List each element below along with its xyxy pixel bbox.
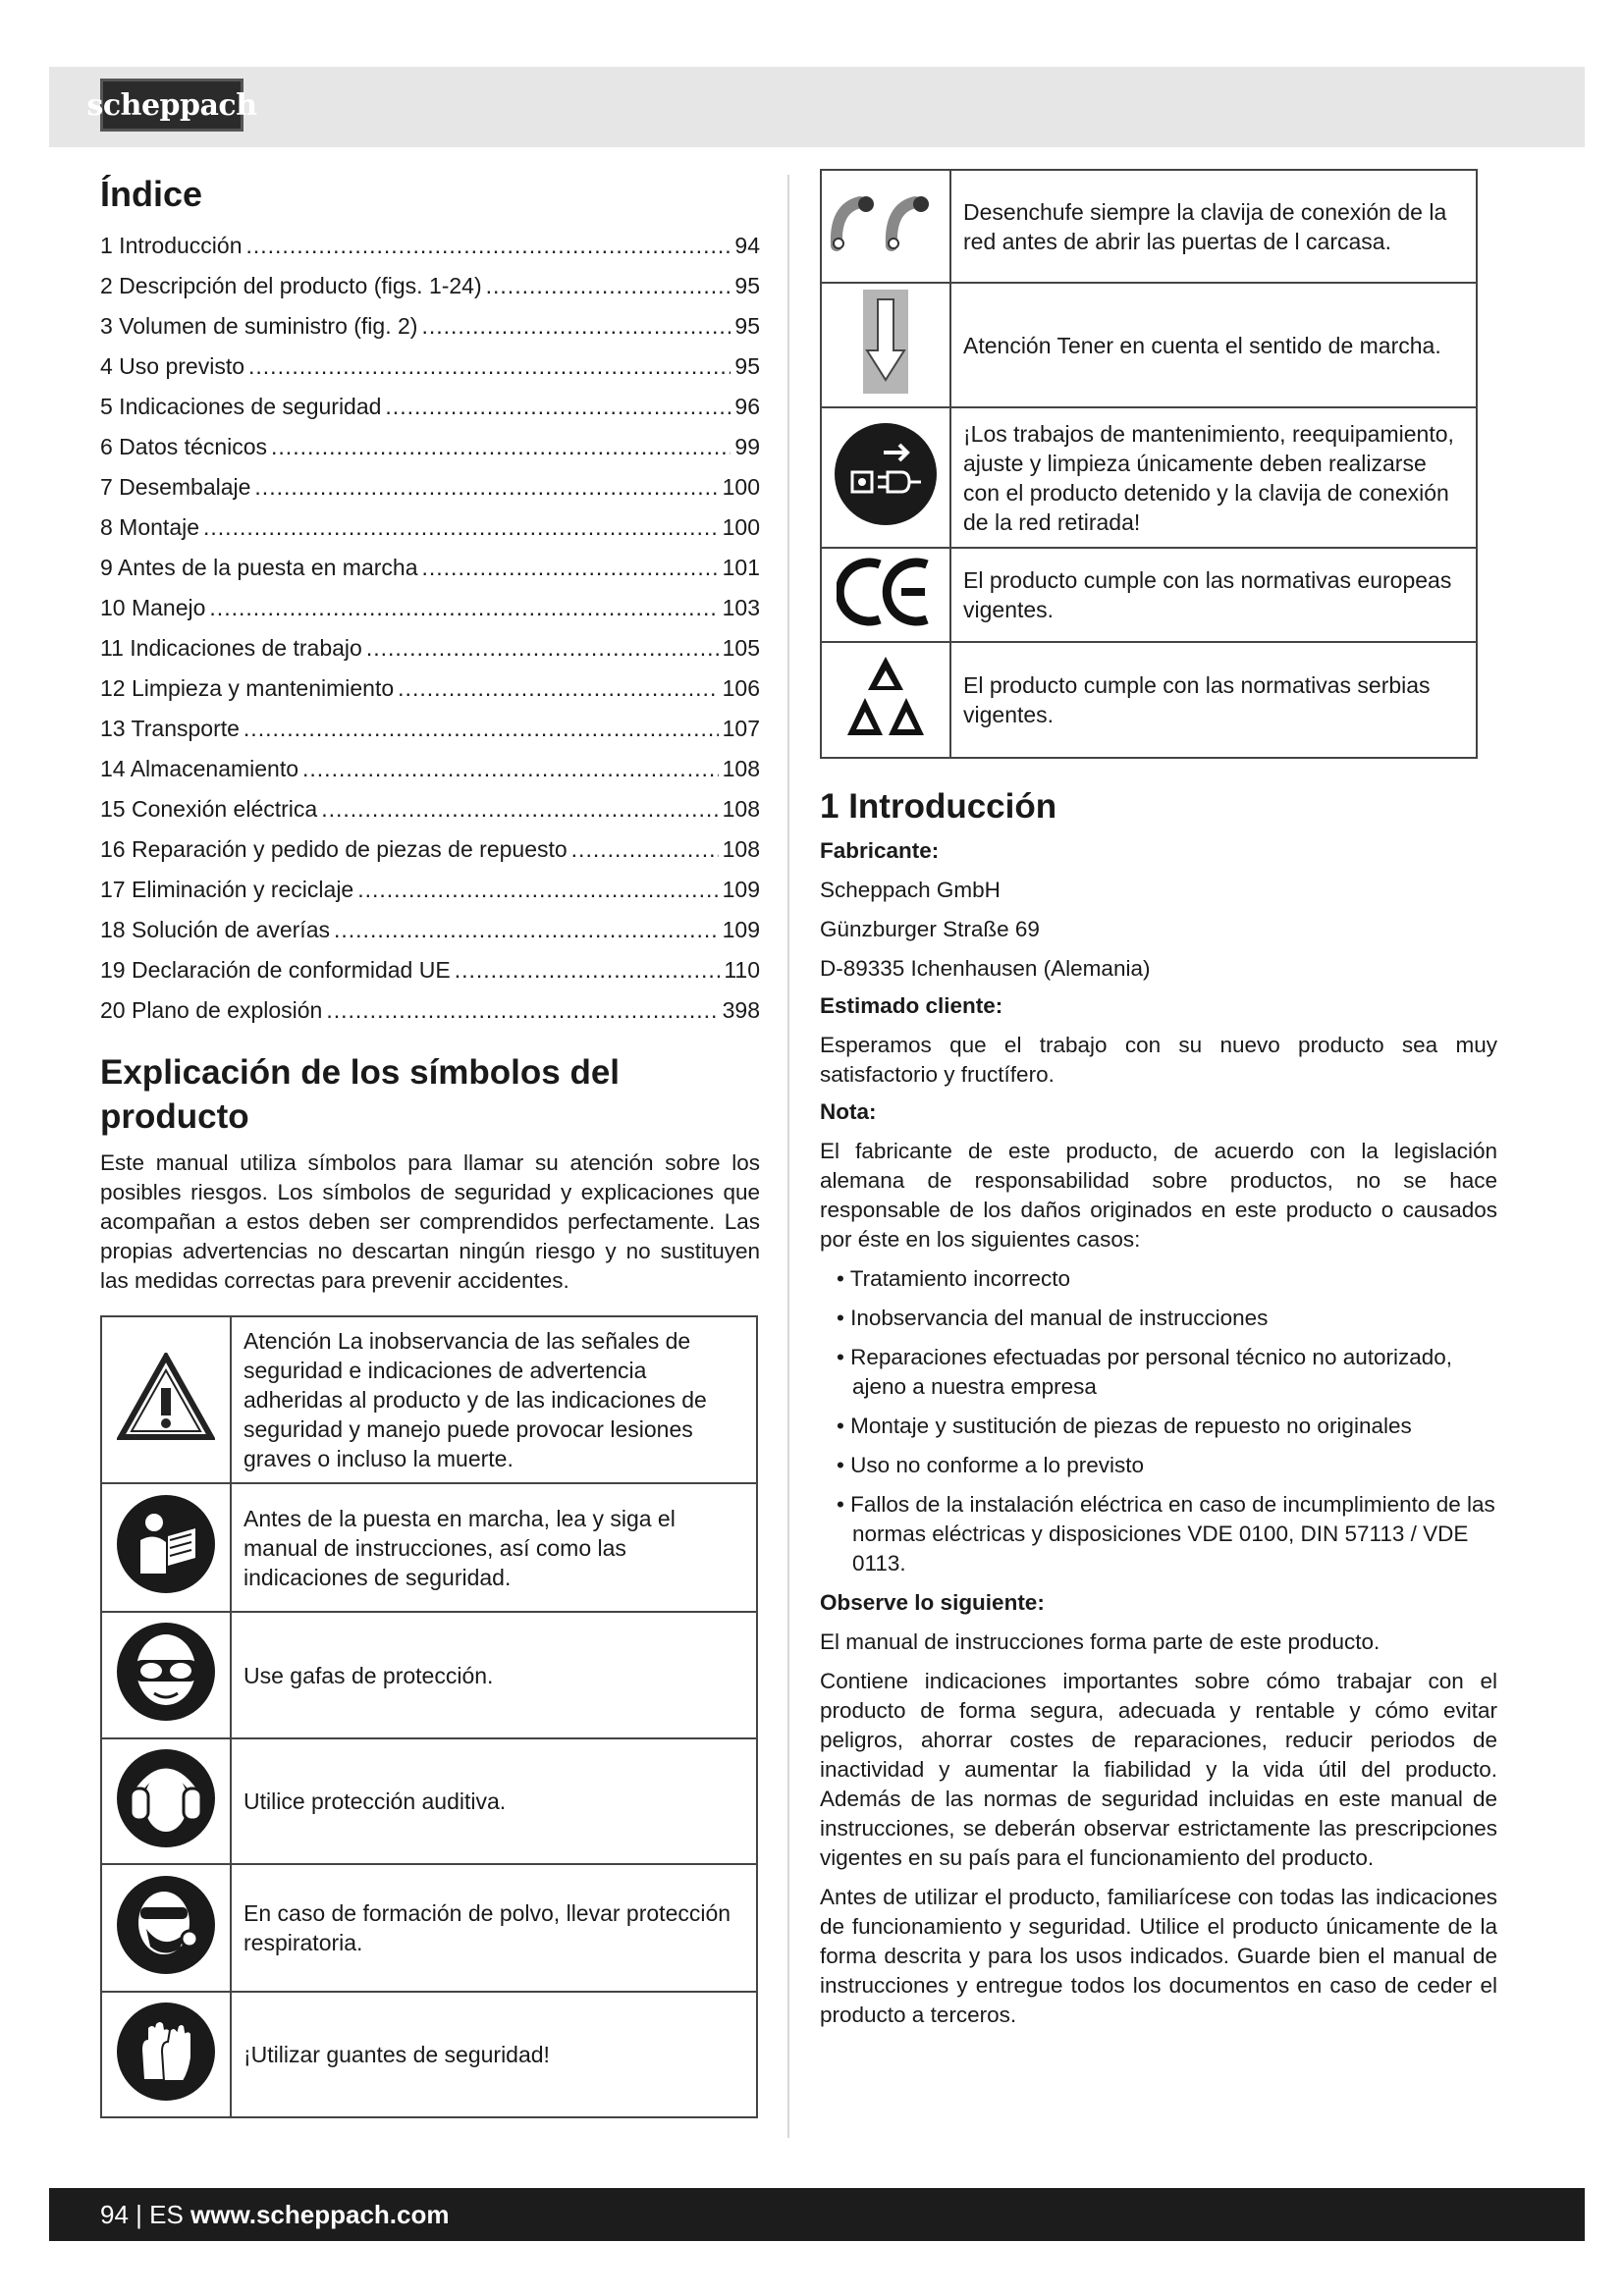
toc-entry[interactable] (100, 306, 760, 347)
toc-entry-title: 17 Eliminación y reciclaje (100, 877, 354, 902)
footer-bar (49, 2188, 1585, 2241)
toc-entry-page: 109 (722, 877, 760, 902)
toc-leader-dots (321, 789, 718, 829)
symbol-text: Atención La inobservancia de las señales de seguridad e indicaciones de advertencia adheridas al producto y de las indicaciones de seguridad y manejo puede provocar lesiones graves o incluso la muerte. (231, 1316, 757, 1483)
toc-entry-page: 95 (734, 273, 760, 298)
toc-entry-page: 100 (722, 474, 760, 500)
toc-entry-page: 108 (722, 756, 760, 781)
observe-paragraph-2: Antes de utilizar el producto, familiarícese con todas las indicaciones de funcionamiento y seguridad. Utilice el producto únicamente de la forma descrita y para los usos indicados. Guarde bien el manual de instrucciones y entregue todos los documentos en caso de ceder el producto a terceros. (820, 1885, 1497, 2027)
symbol-row (821, 407, 1477, 548)
toc-leader-dots (244, 709, 719, 749)
toc-leader-dots (326, 990, 718, 1031)
list-item: • Inobservancia del manual de instrucciones (820, 1304, 1497, 1333)
toc-leader-dots (366, 628, 719, 668)
toc-entry-title: 9 Antes de la puesta en marcha (100, 555, 418, 580)
toc-leader-dots (455, 950, 721, 990)
symbol-icon-cell (101, 1738, 231, 1864)
symbol-icon-cell (101, 1316, 231, 1483)
toc-entry[interactable] (100, 588, 760, 628)
toc-entry-page: 109 (722, 917, 760, 942)
symbol-text: ¡Los trabajos de mantenimiento, reequipamiento, ajuste y limpieza únicamente deben realizarse con el producto detenido y la clavija de conexión de la red retirada! (950, 407, 1477, 548)
toc-leader-dots (385, 387, 731, 427)
toc-entry-page: 95 (734, 353, 760, 379)
toc-entry-title: 2 Descripción del producto (figs. 1-24) (100, 273, 482, 298)
toc-entry[interactable] (100, 387, 760, 427)
symbol-text: Antes de la puesta en marcha, lea y siga el manual de instrucciones, así como las indicaciones de seguridad. (231, 1483, 757, 1612)
toc-entry[interactable] (100, 226, 760, 266)
toc-entry-title: 15 Conexión eléctrica (100, 796, 318, 822)
toc-entry[interactable] (100, 749, 760, 789)
toc-entry-page: 95 (734, 313, 760, 339)
symbol-icon-cell (821, 407, 950, 548)
symbol-text: Desenchufe siempre la clavija de conexión de la red antes de abrir las puertas de l carcasa. (950, 170, 1477, 283)
company-name: Scheppach GmbH (820, 878, 1001, 902)
toc-leader-dots (398, 668, 718, 709)
ear-protection-icon (115, 1747, 217, 1849)
symbol-text: ¡Utilizar guantes de seguridad! (231, 1992, 757, 2117)
warning-triangle-icon (117, 1353, 215, 1441)
toc-entry[interactable] (100, 548, 760, 588)
note-label: Nota: (820, 1099, 877, 1124)
read-manual-icon (115, 1493, 217, 1595)
list-item: • Montaje y sustitución de piezas de repuesto no originales (820, 1412, 1497, 1441)
footer-url[interactable]: www.scheppach.com (190, 2200, 450, 2229)
toc-entry-page: 100 (722, 514, 760, 540)
toc-entry[interactable] (100, 507, 760, 548)
toc-leader-dots (245, 226, 731, 266)
toc-entry[interactable] (100, 347, 760, 387)
toc-leader-dots (421, 306, 731, 347)
toc-entry[interactable] (100, 990, 760, 1031)
observe-line: El manual de instrucciones forma parte de este producto. (820, 1629, 1380, 1654)
list-item: • Reparaciones efectuadas por personal técnico no autorizado, ajeno a nuestra empresa (820, 1343, 1497, 1402)
toc-entry[interactable] (100, 427, 760, 467)
toc-entry-title: 1 Introducción (100, 233, 243, 258)
toc-entry-page: 94 (734, 233, 760, 258)
list-item: • Tratamiento incorrecto (820, 1264, 1497, 1294)
toc-leader-dots (254, 467, 718, 507)
toc-entry-title: 16 Reparación y pedido de piezas de repuesto (100, 836, 568, 862)
table-of-contents (100, 226, 760, 1031)
toc-entry-title: 8 Montaje (100, 514, 200, 540)
symbol-icon-cell (101, 1864, 231, 1992)
symbol-row (101, 1992, 757, 2117)
symbol-row (821, 283, 1477, 407)
toc-entry-title: 19 Declaración de conformidad UE (100, 957, 451, 983)
list-item: • Fallos de la instalación eléctrica en caso de incumplimiento de las normas eléctricas y disposiciones VDE 0100, DIN 57113 / VDE 0113. (820, 1490, 1497, 1578)
toc-entry-page: 96 (734, 394, 760, 419)
liability-cases-list (820, 1264, 1497, 1578)
symbols-table-right (820, 169, 1478, 759)
toc-entry-title: 6 Datos técnicos (100, 434, 268, 459)
toc-entry-title: 3 Volumen de suministro (fig. 2) (100, 313, 418, 339)
column-divider (787, 175, 789, 2138)
toc-entry-title: 12 Limpieza y mantenimiento (100, 675, 395, 701)
symbol-row (821, 170, 1477, 283)
dear-customer-label: Estimado cliente: (820, 993, 1003, 1018)
symbol-icon-cell (821, 170, 950, 283)
symbol-text: El producto cumple con las normativas serbias vigentes. (950, 642, 1477, 758)
direction-arrow-icon (861, 288, 910, 396)
note-text: El fabricante de este producto, de acuerdo con la legislación alemana de responsabilidad sobre productos, no se hace responsable de los daños originados en este producto o causados por éste en los siguientes casos: (820, 1139, 1497, 1252)
toc-entry-title: 20 Plano de explosión (100, 997, 323, 1023)
toc-entry[interactable] (100, 266, 760, 306)
company-street: Günzburger Straße 69 (820, 917, 1040, 941)
toc-entry-page: 101 (722, 555, 760, 580)
toc-entry-title: 11 Indicaciones de trabajo (100, 635, 362, 661)
toc-entry-title: 18 Solución de averías (100, 917, 330, 942)
toc-leader-dots (334, 910, 719, 950)
symbol-icon-cell (101, 1612, 231, 1738)
toc-entry[interactable] (100, 628, 760, 668)
toc-entry-page: 105 (722, 635, 760, 661)
toc-entry-title: 4 Uso previsto (100, 353, 245, 379)
toc-entry-page: 99 (734, 434, 760, 459)
symbol-row (101, 1483, 757, 1612)
toc-leader-dots (422, 548, 719, 588)
toc-entry[interactable] (100, 950, 760, 990)
intro-title: 1 Introducción (820, 787, 1057, 826)
toc-entry-title: 13 Transporte (100, 716, 240, 741)
toc-leader-dots (271, 427, 731, 467)
ce-mark-icon (837, 553, 935, 631)
symbol-icon-cell (101, 1992, 231, 2117)
symbol-text: Atención Tener en cuenta el sentido de marcha. (950, 283, 1477, 407)
maintenance-unplug-icon (833, 421, 939, 527)
symbol-icon-cell (821, 283, 950, 407)
symbol-icon-cell (101, 1483, 231, 1612)
symbol-row (821, 642, 1477, 758)
toc-entry[interactable] (100, 668, 760, 709)
footer-text (100, 2188, 449, 2241)
toc-leader-dots (302, 749, 719, 789)
scheppach-logo: scheppach (100, 79, 244, 132)
toc-leader-dots (203, 507, 719, 548)
toc-entry-page: 108 (722, 836, 760, 862)
page-number: 94 | ES (100, 2200, 191, 2229)
list-item: • Uso no conforme a lo previsto (820, 1451, 1497, 1480)
toc-entry[interactable] (100, 910, 760, 950)
symbols-table-left (100, 1315, 758, 2118)
toc-entry-page: 106 (722, 675, 760, 701)
toc-entry-title: 7 Desembalaje (100, 474, 251, 500)
respirator-icon (115, 1874, 217, 1976)
symbol-row (821, 548, 1477, 642)
company-city: D-89335 Ichenhausen (Alemania) (820, 956, 1151, 981)
toc-leader-dots (248, 347, 731, 387)
left-column (100, 165, 760, 1296)
toc-leader-dots (571, 829, 719, 870)
toc-entry-page: 107 (722, 716, 760, 741)
symbol-text: El producto cumple con las normativas europeas vigentes. (950, 548, 1477, 642)
safety-goggles-icon (115, 1621, 217, 1723)
symbol-icon-cell (821, 548, 950, 642)
toc-leader-dots (209, 588, 718, 628)
symbol-text: Use gafas de protección. (231, 1612, 757, 1738)
toc-entry[interactable] (100, 467, 760, 507)
manufacturer-label: Fabricante: (820, 838, 940, 863)
serbian-conformity-icon (841, 653, 930, 741)
symbol-text: Utilice protección auditiva. (231, 1738, 757, 1864)
unplug-icon (827, 188, 945, 257)
toc-entry[interactable] (100, 870, 760, 910)
observe-label: Observe lo siguiente: (820, 1590, 1045, 1615)
toc-entry[interactable] (100, 709, 760, 749)
symbol-row (101, 1738, 757, 1864)
index-title: Índice (100, 174, 203, 214)
right-column (820, 169, 1497, 2030)
toc-leader-dots (486, 266, 731, 306)
toc-entry-title: 5 Indicaciones de seguridad (100, 394, 382, 419)
toc-entry[interactable] (100, 829, 760, 870)
dear-customer-text: Esperamos que el trabajo con su nuevo producto sea muy satisfactorio y fructífero. (820, 1033, 1497, 1087)
toc-entry-page: 103 (722, 595, 760, 620)
toc-entry-page: 398 (722, 997, 760, 1023)
toc-entry-page: 108 (722, 796, 760, 822)
symbol-row (101, 1864, 757, 1992)
toc-entry-title: 10 Manejo (100, 595, 206, 620)
symbols-title: Explicación de los símbolos del producto (100, 1053, 621, 1136)
toc-entry-page: 110 (724, 957, 760, 983)
safety-gloves-icon (115, 2001, 217, 2103)
symbol-row (101, 1612, 757, 1738)
symbols-intro: Este manual utiliza símbolos para llamar su atención sobre los posibles riesgos. Los símbolos de seguridad y explicaciones que acompañan a estos deben ser comprendidos perfectamente. Las propias advertencias no descartan ningún riesgo y no sustituyen las medidas correctas para prevenir accidentes. (100, 1150, 760, 1293)
toc-entry[interactable] (100, 789, 760, 829)
symbol-icon-cell (821, 642, 950, 758)
symbol-row (101, 1316, 757, 1483)
toc-leader-dots (357, 870, 718, 910)
toc-entry-title: 14 Almacenamiento (100, 756, 299, 781)
header-bar (49, 67, 1585, 147)
symbol-text: En caso de formación de polvo, llevar protección respiratoria. (231, 1864, 757, 1992)
observe-paragraph-1: Contiene indicaciones importantes sobre cómo trabajar con el producto de forma segura, adecuada y rentable y cómo evitar peligros, ahorrar costes de reparaciones, reducir periodos de inactividad y aumentar la fiabilidad y la vida útil del producto. Además de las normas de seguridad incluidas en este manual de instrucciones, se deberán observar estrictamente las prescripciones vigentes en su país para el funcionamiento del producto. (820, 1669, 1497, 1870)
